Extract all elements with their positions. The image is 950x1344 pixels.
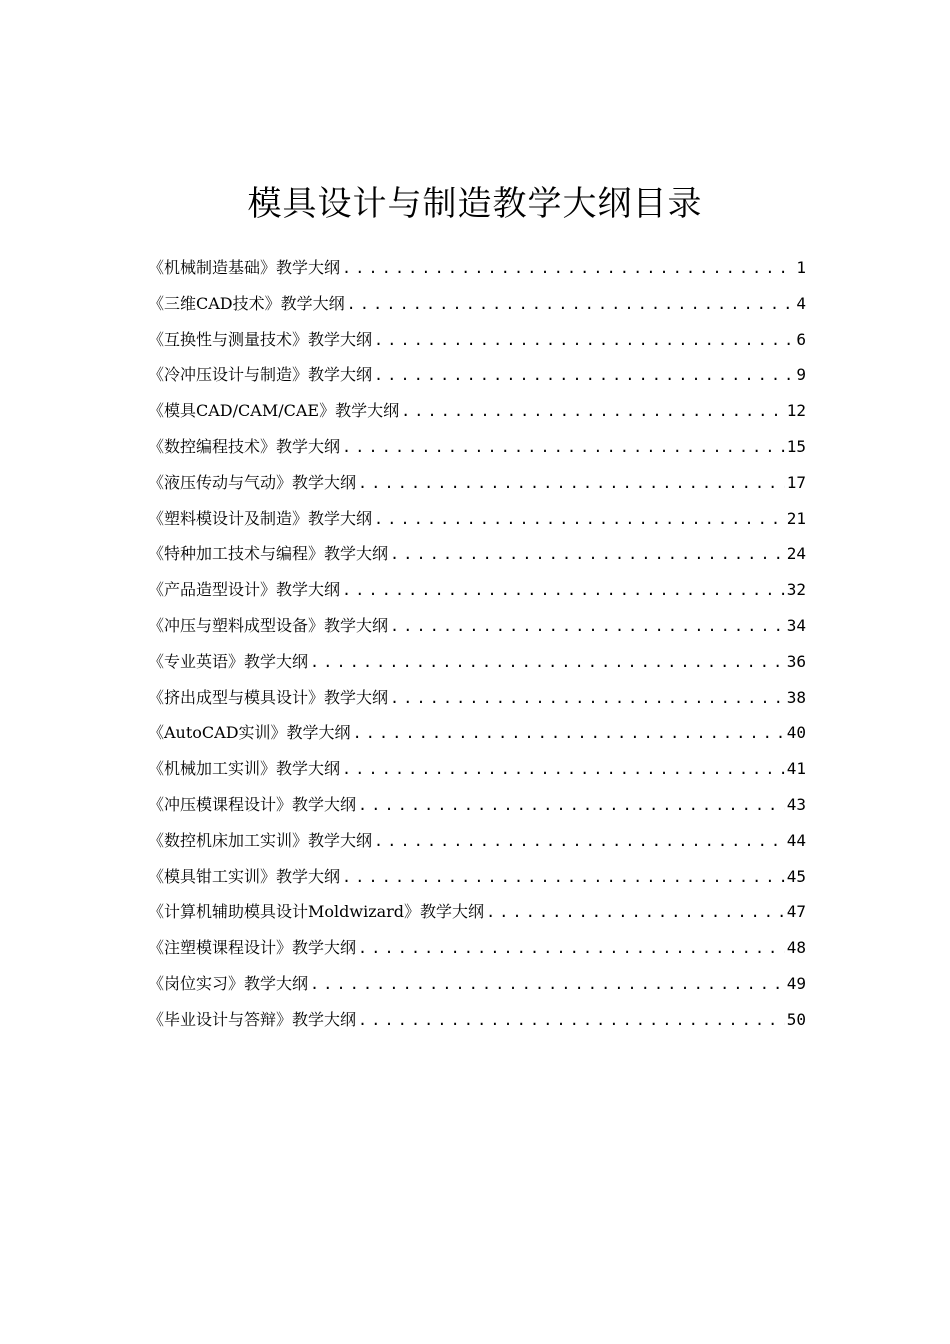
toc-entry-page-number: 24 (786, 544, 806, 564)
toc-entry-page-number: 38 (786, 687, 806, 707)
toc-entry[interactable] (148, 930, 806, 966)
toc-entry-label: 《冲压与塑料成型设备》教学大纲 (148, 615, 389, 635)
toc-entry[interactable] (148, 286, 806, 322)
toc-entry-label: 《冷冲压设计与制造》教学大纲 (148, 365, 373, 385)
toc-dot-leader (310, 967, 785, 1003)
toc-dot-leader (342, 573, 785, 609)
toc-entry[interactable] (148, 787, 806, 823)
page-title: 模具设计与制造教学大纲目录 (247, 183, 703, 224)
toc-entry-page-number: 48 (786, 938, 806, 958)
toc-entry-page-number: 32 (786, 580, 806, 600)
toc-entry-label: 《挤出成型与模具设计》教学大纲 (148, 687, 389, 707)
toc-entry-label: 《计算机辅助模具设计Moldwizard》教学大纲 (148, 902, 485, 922)
toc-entry-page-number: 43 (786, 794, 806, 814)
toc-entry[interactable] (148, 751, 806, 787)
toc-entry-page-number: 41 (786, 759, 806, 779)
toc-dot-leader (310, 645, 785, 681)
toc-entry[interactable] (148, 250, 806, 286)
toc-dot-leader (342, 860, 785, 896)
toc-dot-leader (358, 788, 785, 824)
toc-dot-leader (390, 537, 785, 573)
toc-dot-leader (342, 752, 785, 788)
table-of-contents (148, 250, 806, 1038)
toc-entry-label: 《特种加工技术与编程》教学大纲 (148, 544, 389, 564)
toc-entry-page-number: 4 (796, 293, 806, 313)
toc-entry-label: 《冲压模课程设计》教学大纲 (148, 794, 357, 814)
toc-entry-page-number: 50 (786, 1009, 806, 1029)
toc-entry-label: 《塑料模设计及制造》教学大纲 (148, 508, 373, 528)
toc-entry-label: 《数控机床加工实训》教学大纲 (148, 830, 373, 850)
toc-entry[interactable] (148, 715, 806, 751)
toc-dot-leader (358, 466, 785, 502)
toc-entry-label: 《机械加工实训》教学大纲 (148, 759, 341, 779)
toc-entry-page-number: 9 (796, 365, 806, 385)
toc-entry-page-number: 15 (786, 436, 806, 456)
toc-entry-label: 《模具CAD/CAM/CAE》教学大纲 (148, 401, 400, 421)
toc-dot-leader (342, 251, 794, 287)
toc-entry[interactable] (148, 894, 806, 930)
toc-dot-leader (374, 502, 785, 538)
toc-entry-page-number: 44 (786, 830, 806, 850)
toc-entry-label: 《岗位实习》教学大纲 (148, 973, 309, 993)
toc-entry-label: 《互换性与测量技术》教学大纲 (148, 329, 373, 349)
toc-entry[interactable] (148, 644, 806, 680)
toc-dot-leader (347, 287, 795, 323)
toc-entry-label: 《产品造型设计》教学大纲 (148, 580, 341, 600)
toc-dot-leader (374, 824, 785, 860)
toc-dot-leader (374, 323, 794, 359)
toc-entry[interactable] (148, 357, 806, 393)
toc-entry-label: 《三维CAD技术》教学大纲 (148, 293, 345, 313)
toc-dot-leader (390, 609, 785, 645)
toc-dot-leader (486, 895, 785, 931)
toc-dot-leader (342, 430, 785, 466)
toc-entry-label: 《专业英语》教学大纲 (148, 651, 309, 671)
toc-entry[interactable] (148, 465, 806, 501)
toc-dot-leader (358, 1003, 785, 1039)
toc-entry-page-number: 6 (796, 329, 806, 349)
toc-entry[interactable] (148, 680, 806, 716)
toc-entry-page-number: 40 (786, 723, 806, 743)
toc-entry-page-number: 1 (796, 258, 806, 277)
toc-entry[interactable] (148, 1002, 806, 1038)
toc-entry[interactable] (148, 501, 806, 537)
toc-entry-label: 《毕业设计与答辩》教学大纲 (148, 1009, 357, 1029)
toc-entry-page-number: 21 (786, 508, 806, 528)
toc-entry-label: 《AutoCAD实训》教学大纲 (148, 723, 351, 743)
toc-entry-label: 《数控编程技术》教学大纲 (148, 436, 341, 456)
toc-dot-leader (401, 394, 785, 430)
toc-entry[interactable] (148, 393, 806, 429)
toc-entry-label: 《机械制造基础》教学大纲 (148, 258, 341, 277)
toc-entry[interactable] (148, 859, 806, 895)
toc-entry-page-number: 34 (786, 615, 806, 635)
toc-entry[interactable] (148, 572, 806, 608)
toc-entry-page-number: 45 (786, 866, 806, 886)
toc-entry[interactable] (148, 322, 806, 358)
toc-dot-leader (390, 681, 785, 717)
toc-dot-leader (374, 358, 794, 394)
toc-entry-page-number: 47 (786, 902, 806, 922)
toc-entry[interactable] (148, 823, 806, 859)
toc-entry-label: 《注塑模课程设计》教学大纲 (148, 938, 357, 958)
toc-entry[interactable] (148, 608, 806, 644)
toc-entry-page-number: 36 (786, 651, 806, 671)
toc-dot-leader (358, 931, 785, 967)
toc-entry-label: 《液压传动与气动》教学大纲 (148, 472, 357, 492)
toc-entry-page-number: 49 (786, 973, 806, 993)
toc-entry-label: 《模具钳工实训》教学大纲 (148, 866, 341, 886)
toc-dot-leader (353, 716, 785, 752)
toc-entry[interactable] (148, 966, 806, 1002)
toc-entry-page-number: 12 (786, 401, 806, 421)
toc-entry[interactable] (148, 429, 806, 465)
toc-entry-page-number: 17 (786, 472, 806, 492)
toc-entry[interactable] (148, 536, 806, 572)
